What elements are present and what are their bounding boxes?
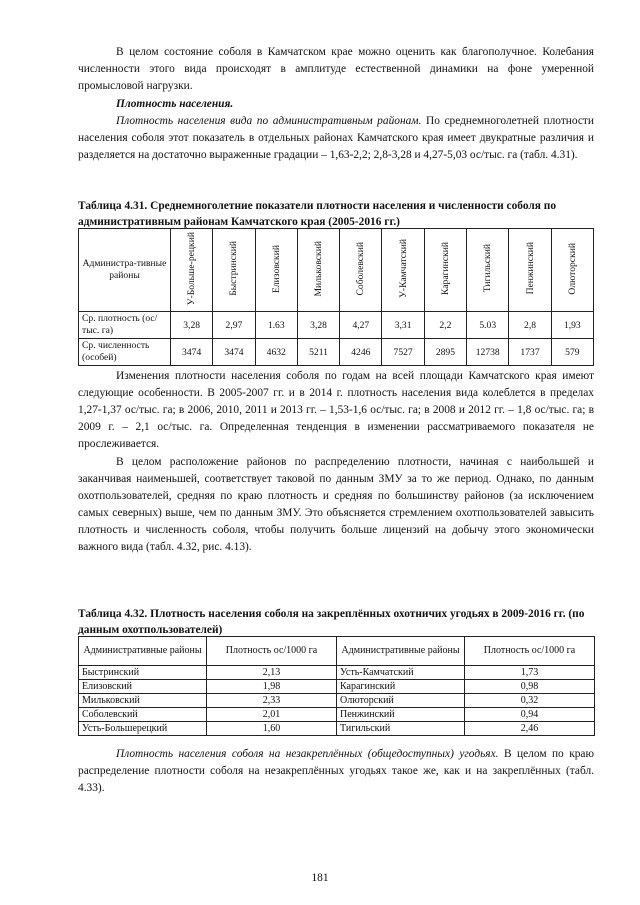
- table-cell: 2895: [424, 339, 466, 366]
- table-cell: 579: [551, 339, 593, 366]
- district-header: Олюторский: [551, 229, 593, 312]
- district-header: Карагинский: [424, 229, 466, 312]
- column-header-density: Плотность ос/1000 га: [207, 637, 337, 666]
- district-cell: Мильковский: [79, 694, 207, 708]
- district-cell: Тигильский: [337, 722, 465, 736]
- table-cell: 12738: [467, 339, 509, 366]
- table-4-31: [78, 228, 594, 366]
- table-4-32: [78, 636, 595, 736]
- density-cell: 0,94: [465, 708, 595, 722]
- table-cell: 2,97: [213, 312, 255, 339]
- paragraph-distribution: В целом расположение районов по распределению плотности, начиная с наибольшей и заканчивая наименьшей, соответствует таковой по данным ЗМУ за то же период. Однако, по данным охотпользователей, средняя по краю плотность и средняя по большинству районов (за исключением самых северных) выше, чем по данным ЗМУ. Это объясняется стремлением охотпользователей завысить плотность и численность соболя, чтобы получить больше лицензий на добычу этого экономически важного вида (табл. 4.32, рис. 4.13).: [78, 456, 594, 553]
- paragraph-text: В целом по краю распределение плотности соболя на незакреплённых угодьях такое же, как и на закреплённых (табл. 4.33).: [78, 748, 594, 794]
- paragraph-yearly-changes: Изменения плотности населения соболя по годам на всей площади Камчатского края имеют следующие особенности. В 2005-2007 гг. и в 2014 г. плотность населения вида колеблется в пределах 1,27-1,37 ос/тыс. га; в 2006, 2010, 2011 и 2013 гг. – 1,53-1,6 ос/тыс. га; в 2008 и 2012 гг. – 1,8 ос/тыс. га; в 2009 г. – 2,1 ос/тыс. га. Определенная тенденция в изменении рассматриваемого показателя не прослеживается.: [78, 370, 594, 450]
- table-corner-header: Администра-тивные районы: [79, 229, 171, 312]
- paragraph-lead-italic: Плотность населения соболя на незакреплённых (общедоступных) угодьях.: [116, 748, 499, 760]
- district-cell: Карагинский: [337, 680, 465, 694]
- density-cell: 2,01: [207, 708, 337, 722]
- district-header: У-Больше-рецкий: [171, 229, 213, 312]
- table-cell: 4246: [340, 339, 382, 366]
- district-cell: Олюторский: [337, 694, 465, 708]
- paragraph-density-by-district: [78, 113, 594, 164]
- table-cell: 2,8: [509, 312, 551, 339]
- district-cell: Быстринский: [79, 666, 207, 680]
- paragraph-lead-italic: Плотность населения вида по административным районам.: [116, 115, 422, 127]
- density-cell: 1,73: [465, 666, 595, 680]
- table-row: [79, 666, 595, 680]
- district-cell: Усть-Камчатский: [337, 666, 465, 680]
- table-cell: 4632: [255, 339, 297, 366]
- table-cell: 3474: [213, 339, 255, 366]
- district-header: Быстринский: [213, 229, 255, 312]
- table-header-row: [79, 229, 594, 312]
- paragraph-public-lands: [78, 746, 594, 797]
- district-header: Мильковский: [297, 229, 339, 312]
- density-cell: 1,60: [207, 722, 337, 736]
- row-label: Ср. плотность (ос/тыс. га): [79, 312, 171, 339]
- district-header: Соболевский: [340, 229, 382, 312]
- subheading-density: Плотность населения.: [116, 98, 234, 110]
- table-row: [79, 708, 595, 722]
- table-row: [79, 722, 595, 736]
- table-4-31-caption: Таблица 4.31. Среднемноголетние показатели плотности населения и численности соболя по административным районам Камчатского края (2005-2016 гг.): [78, 200, 557, 228]
- table-cell: 7527: [382, 339, 424, 366]
- district-header: У-Камчатский: [382, 229, 424, 312]
- table-row: [79, 680, 595, 694]
- density-cell: 2,46: [465, 722, 595, 736]
- table-cell: 5.03: [467, 312, 509, 339]
- density-cell: 0,32: [465, 694, 595, 708]
- column-header-district: Административные районы: [79, 637, 207, 666]
- density-cell: 1,98: [207, 680, 337, 694]
- table-cell: 3,28: [171, 312, 213, 339]
- table-cell: 3,28: [297, 312, 339, 339]
- table-cell: 4,27: [340, 312, 382, 339]
- table-4-32-caption: Таблица 4.32. Плотность населения соболя на закреплённых охотничих угодьях в 2009-2016 гг. (по данным охотпользователей): [78, 608, 585, 636]
- table-cell: 1.63: [255, 312, 297, 339]
- density-cell: 0,98: [465, 680, 595, 694]
- table-cell: 3,31: [382, 312, 424, 339]
- paragraph-intro: В целом состояние соболя в Камчатском крае можно оценить как благополучное. Колебания численности этого вида происходят в амплитуде естественной динамики на фоне умеренной промысловой нагрузки.: [78, 46, 594, 92]
- table-cell: 1737: [509, 339, 551, 366]
- table-cell: 2,2: [424, 312, 466, 339]
- row-label: Ср. численность (особей): [79, 339, 171, 366]
- table-row-density: [79, 312, 594, 339]
- district-header: Тигильский: [467, 229, 509, 312]
- district-cell: Елизовский: [79, 680, 207, 694]
- table-cell: 1,93: [551, 312, 593, 339]
- density-cell: 2,13: [207, 666, 337, 680]
- density-cell: 2,33: [207, 694, 337, 708]
- district-cell: Соболевский: [79, 708, 207, 722]
- table-row-population: [79, 339, 594, 366]
- table-cell: 5211: [297, 339, 339, 366]
- table-row: [79, 694, 595, 708]
- district-header: Пенжинский: [509, 229, 551, 312]
- district-cell: Пенжинский: [337, 708, 465, 722]
- district-header: Елизовский: [255, 229, 297, 312]
- district-cell: Усть-Большерецкий: [79, 722, 207, 736]
- table-cell: 3474: [171, 339, 213, 366]
- column-header-density: Плотность ос/1000 га: [465, 637, 595, 666]
- page-number: 181: [311, 872, 329, 884]
- paragraph-text: По среднемноголетней плотности населения соболя этот показатель в отдельных районах Камчатского края имеет двукратные различия и разделяется на достаточно выраженные градации – 1,63-2,2; 2,8-3,28 и 4,27-5,03 ос/тыс. га (табл. 4.31).: [78, 115, 594, 161]
- table-header-row: [79, 637, 595, 666]
- column-header-district: Административные районы: [337, 637, 465, 666]
